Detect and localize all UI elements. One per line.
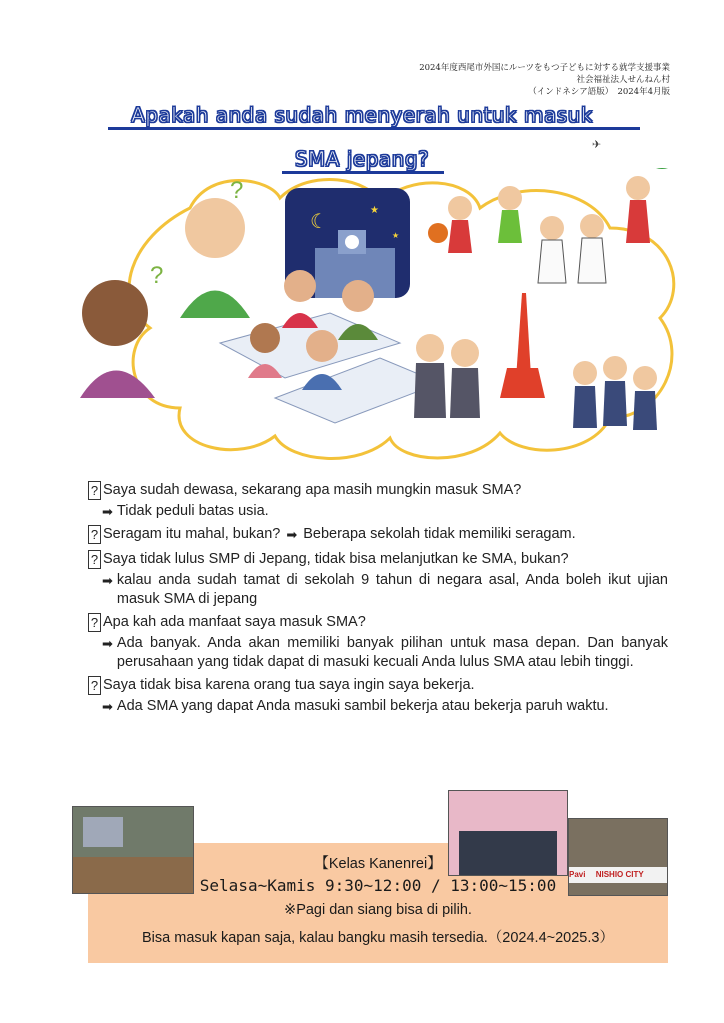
question-mark-box: ? [88,525,101,544]
qa-section [88,478,668,720]
shuttlecock-icon: ✈ [592,139,602,151]
answer-text: Ada SMA yang dapat Anda masuki sambil bekerja atau bekerja paruh waktu. [116,698,609,714]
arrow-icon: ➡ [286,527,298,542]
question-icon: ? [150,262,164,289]
question-text: Saya sudah dewasa, sekarang apa masih mungkin masuk SMA? [103,482,522,498]
star-icon: ★ [392,231,400,240]
school-kid-body [573,386,597,428]
question-mark-box: ? [88,613,101,632]
student-head [250,323,280,353]
header-line-1: 2024年度西尾市外国にルーツをもつ子どもに対する就学支援事業 [419,63,670,73]
question-mark-box: ? [88,676,101,695]
clock-icon [345,235,359,249]
tokyo-tower-base [500,368,545,398]
basketball-icon [428,223,448,243]
judo-kid-body [538,240,566,283]
header-line-3: （インドネシア語版） 2024年4月版 [528,87,670,97]
thinking-woman-head [82,280,148,346]
thinking-woman-body [80,371,155,399]
student-head [284,270,316,302]
answer-text: Ada banyak. Anda akan memiliki banyak pilihan untuk masa depan. Dan banyak perusahaan yang tidak dapat di masuki kecuali Anda lulus SMA atau lebih tinggi. [116,635,668,670]
class-entry: Bisa masuk kapan saja, kalau bangku masih tersedia.（2024.4~2025.3） [142,930,614,946]
judo-kid-head [540,216,564,240]
class-schedule: Selasa~Kamis 9:30~12:00 / 13:00~15:00 [199,876,557,895]
question-text: Saya tidak bisa karena orang tua saya ingin saya bekerja. [103,677,475,693]
businesswoman-body [450,368,480,418]
nameplate-text: Pavi [569,870,586,879]
document-header [370,62,670,98]
school-kid-head [633,366,657,390]
thinking-man-head [185,198,245,258]
judo-kid-body [578,238,606,283]
badminton-girl-body [626,200,650,243]
answer-text: Beberapa sekolah tidak memiliki seragam. [303,526,576,542]
sports-kid-head [448,196,472,220]
title-line-2: SMA jepang? [294,147,430,171]
question-mark-box: ? [88,550,101,569]
question-1 [88,481,668,500]
arrow-icon: ➡ [102,504,113,519]
question-text: Saya tidak lulus SMP di Jepang, tidak bisa melanjutkan ke SMA, bukan? [103,551,569,567]
title-underline-1 [108,127,640,130]
class-name: 【Kelas Kanenrei】 [314,856,442,872]
moon-icon: ☾ [310,211,328,233]
businessman-head [416,334,444,362]
judo-kid-head [580,214,604,238]
sports-kid-body [448,220,472,253]
illustration [70,168,690,468]
student-body [282,313,318,328]
sports-kid-head [498,186,522,210]
businessman-body [414,363,446,418]
question-2 [88,525,668,544]
answer-4 [102,634,668,672]
question-4 [88,613,668,632]
student-head [342,280,374,312]
badminton-girl-head [626,176,650,200]
school-kid-body [633,391,657,430]
arrow-icon: ➡ [102,699,113,714]
question-text: Seragam itu mahal, bukan? [103,526,281,542]
question-5 [88,676,668,695]
school-kid-head [573,361,597,385]
thinking-man-body [180,291,250,319]
question-icon: ? [230,177,244,204]
header-line-2: 社会福祉法人せんねん村 [576,75,670,85]
question-3 [88,550,668,569]
question-text: Apa kah ada manfaat saya masuk SMA? [103,614,366,630]
school-kid-body [603,381,627,426]
school-kid-head [603,356,627,380]
arrow-icon: ➡ [102,573,113,588]
class-note: ※Pagi dan siang bisa di pilih. [284,902,472,918]
answer-1 [102,502,668,521]
answer-text: kalau anda sudah tamat di sekolah 9 tahun di negara asal, Anda boleh ikut ujian masuk SMA di jepang [116,572,668,607]
question-mark-box: ? [88,481,101,500]
businesswoman-head [451,339,479,367]
title-line-1: Apakah anda sudah menyerah untuk masuk [131,103,593,127]
answer-3 [102,571,668,609]
student-head [306,330,338,362]
arrow-icon: ➡ [102,636,113,651]
sports-kid-body [498,210,522,243]
star-icon: ★ [370,205,379,216]
answer-5 [102,697,668,716]
answer-text: Tidak peduli batas usia. [116,503,269,519]
nameplate-text: NISHIO CITY [595,870,644,879]
